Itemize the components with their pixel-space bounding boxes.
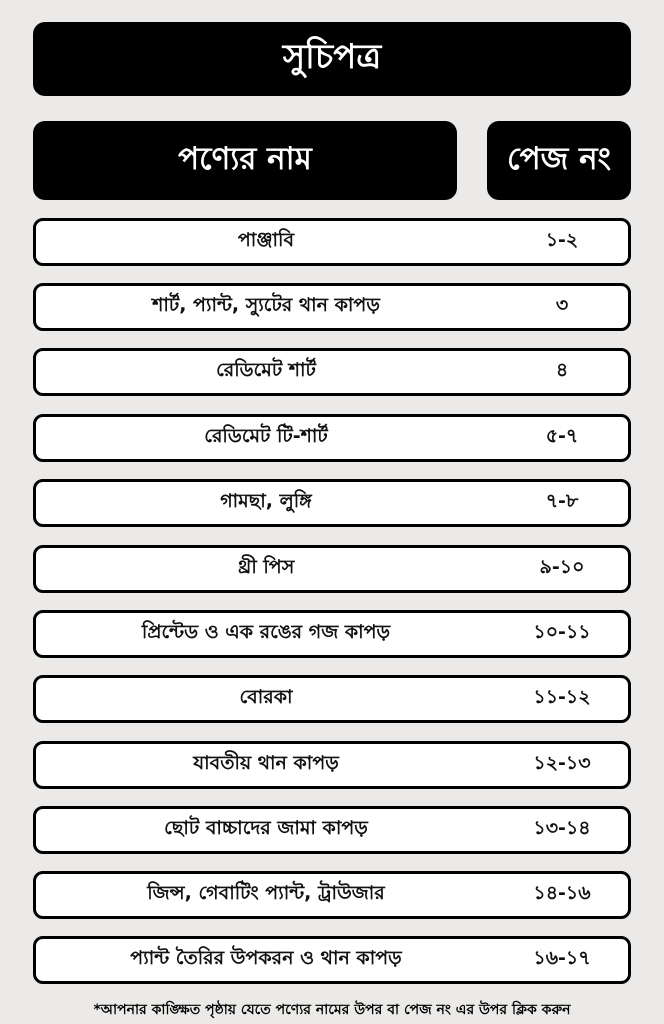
toc-item-name[interactable]: শার্ট, প্যান্ট, স্যুটের থান কাপড় xyxy=(152,294,380,316)
toc-item-page[interactable]: ১৪-১৬ xyxy=(533,882,591,904)
toc-row[interactable] xyxy=(33,348,631,396)
toc-item-name[interactable]: গামছা, লুঙ্গি xyxy=(220,490,312,512)
toc-item-page[interactable]: ৪ xyxy=(555,359,569,381)
toc-item-page[interactable]: ১০-১১ xyxy=(533,621,591,643)
toc-item-page[interactable]: ১১-১২ xyxy=(533,686,591,708)
toc-item-name[interactable]: বোরকা xyxy=(239,686,293,708)
toc-row[interactable] xyxy=(33,545,631,593)
toc-item-page[interactable]: ১২-১৩ xyxy=(533,752,591,774)
toc-row[interactable] xyxy=(33,936,631,984)
toc-row[interactable] xyxy=(33,283,631,331)
toc-item-name[interactable]: প্যান্ট তৈরির উপকরন ও থান কাপড় xyxy=(130,947,402,969)
toc-item-name[interactable]: যাবতীয় থান কাপড় xyxy=(193,752,339,774)
toc-item-page[interactable]: ৭-৮ xyxy=(545,490,579,512)
toc-item-page[interactable]: ৯-১০ xyxy=(539,556,585,578)
toc-item-name[interactable]: ছোট বাচ্চাদের জামা কাপড় xyxy=(164,817,368,839)
toc-item-page[interactable]: ১৩-১৪ xyxy=(533,817,591,839)
toc-row[interactable] xyxy=(33,741,631,789)
toc-item-name[interactable]: পাঞ্জাবি xyxy=(237,229,295,251)
toc-item-page[interactable]: ৩ xyxy=(555,294,569,316)
page-title: সুচিপত্র xyxy=(33,22,631,96)
toc-item-name[interactable]: থ্রী পিস xyxy=(237,556,295,578)
toc-item-page[interactable]: ১৬-১৭ xyxy=(533,947,591,969)
toc-item-page[interactable]: ১-২ xyxy=(545,229,579,251)
toc-item-name[interactable]: জিন্স, গেবাটিং প্যান্ট, ট্রাউজার xyxy=(147,882,385,904)
column-header-product-name: পণ্যের নাম xyxy=(33,121,457,200)
toc-item-name[interactable]: রেডিমেট শার্ট xyxy=(216,359,316,381)
toc-row[interactable] xyxy=(33,806,631,854)
column-header-page-number: পেজ নং xyxy=(487,121,631,200)
toc-row[interactable] xyxy=(33,414,631,462)
toc-row[interactable] xyxy=(33,871,631,919)
toc-item-name[interactable]: প্রিন্টেড ও এক রঙের গজ কাপড় xyxy=(141,621,391,643)
footer-note: *আপনার কাঙ্ক্ষিত পৃষ্ঠায় যেতে পণ্যের নামের উপর বা পেজ নং এর উপর ক্লিক করুন xyxy=(93,1002,571,1018)
toc-row[interactable] xyxy=(33,218,631,266)
toc-item-name[interactable]: রেডিমেট টি-শার্ট xyxy=(204,425,328,447)
toc-item-page[interactable]: ৫-৭ xyxy=(545,425,579,447)
toc-row[interactable] xyxy=(33,675,631,723)
toc-row[interactable] xyxy=(33,610,631,658)
toc-row[interactable] xyxy=(33,479,631,527)
